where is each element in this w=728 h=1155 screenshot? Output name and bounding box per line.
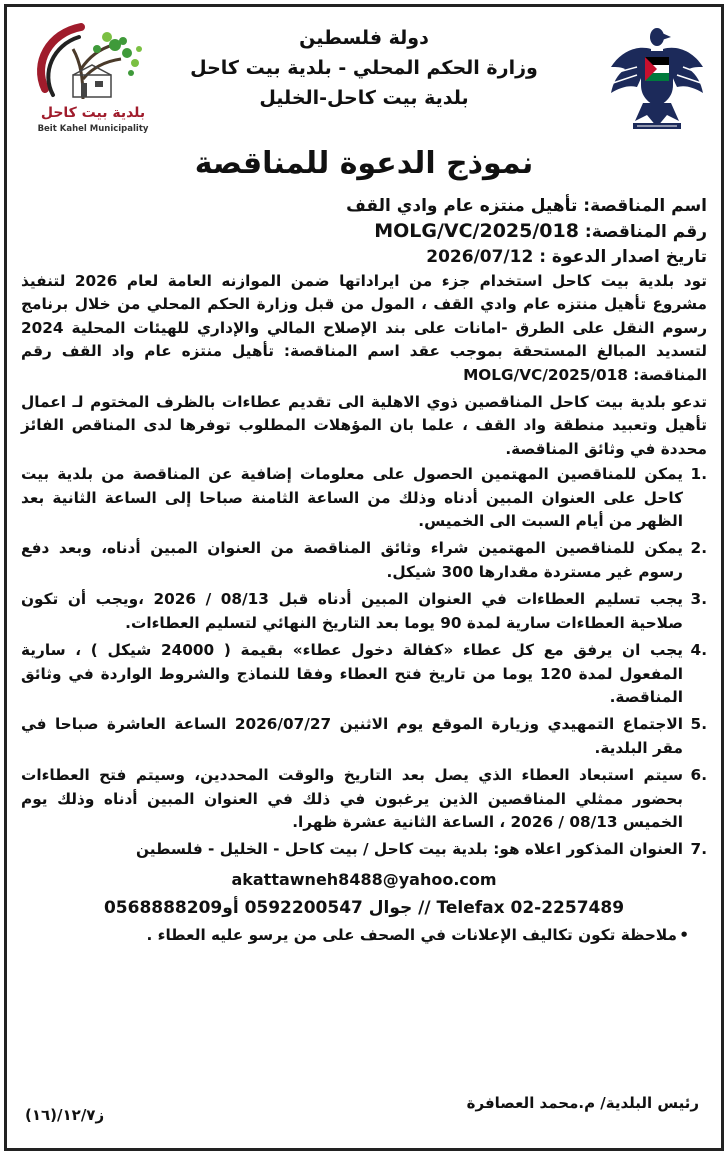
list-item-number: .6 xyxy=(690,766,707,785)
tender-announcement xyxy=(4,4,724,1151)
document-body xyxy=(7,184,721,947)
tender-number-value: MOLG/VC/2025/018 xyxy=(374,220,579,242)
contact-block xyxy=(21,866,707,922)
invitation-paragraph: تدعو بلدية بيت كاحل المناقصين ذوي الاهلية الى تقديم عطاءات بالظرف المختوم لـ اعمال تأهيل وتعبيد منطقة واد القف ، علما بان المؤهلات المطلوب توفرها لدى المناقص الفائز محددة في وثائق المناقصة. xyxy=(21,393,707,458)
list-item-text: يجب ان يرفق مع كل عطاء «كفالة دخول عطاء» بقيمة ( 24000 شيكل ) ، سارية المفعول لمدة 120 يوما من تاريخ فتح العطاء وفقا للنماذج والشروط الواردة في وثائق المناقصة. xyxy=(21,641,683,706)
footer xyxy=(21,1094,707,1134)
list-item-number: .5 xyxy=(690,715,707,734)
contact-email[interactable]: akattawneh8488@yahoo.com xyxy=(231,869,497,889)
list-item-number: .4 xyxy=(690,641,707,660)
list-item xyxy=(21,639,707,709)
list-item-number: .7 xyxy=(690,840,707,859)
list-item-number: .2 xyxy=(690,539,707,558)
tender-number-label: رقم المناقصة: xyxy=(584,222,707,242)
list-item-number: .3 xyxy=(690,590,707,609)
header-line-municipality: بلدية بيت كاحل-الخليل xyxy=(259,87,469,109)
list-item-text: يمكن للمناقصين المهتمين الحصول على معلومات إضافية عن المناقصة من بلدية بيت كاحل على العنوان المبين أدناه وذلك من الساعة الثامنة صباحا إلى الساعة الثانية بعد الظهر من أيام السبت الى الخميس. xyxy=(21,465,683,531)
list-item-text: يجب تسليم العطاءات في العنوان المبين أدناه قبل 08/13 / 2026 ،ويجب أن تكون صلاحية العطاءات سارية لمدة 90 يوما بعد التاريخ النهائي لتسليم العطاءات. xyxy=(21,590,683,632)
beit-kahel-municipality-logo-icon xyxy=(23,19,153,137)
header xyxy=(7,7,721,142)
list-item xyxy=(21,588,707,635)
list-item xyxy=(21,713,707,760)
document-title: نموذج الدعوة للمناقصة xyxy=(194,146,534,181)
list-item-text: الاجتماع التمهيدي وزيارة الموقع يوم الاثنين 2026/07/27 الساعة العاشرة صباحا في مقر البلدية. xyxy=(21,715,683,757)
note-text: ملاحظة تكون تكاليف الإعلانات في الصحف على من يرسو عليه العطاء . xyxy=(146,925,677,944)
tender-date-value: 2026/07/12 xyxy=(426,247,534,267)
list-item xyxy=(21,463,707,533)
contact-phones: Telefax 02-2257489 // جوال 0592200547 أو0568888209 xyxy=(103,897,625,918)
publication-reference: ز١٢/٧/(١٦) xyxy=(25,1106,105,1124)
funding-paragraph: تود بلدية بيت كاحل استخدام جزء من ايراداتها ضمن الموازنه العامة لعام 2026 لتنفيذ مشروع تأهيل منتزه عام وادي القف ، المول من قبل وزارة الحكم المحلي من خلال برنامج رسوم النقل على الطرق -امانات على بند الإصلاح المالي والإداري للهيئات المحلية 2024 لتسديد المبالغ المستحقة بموجب عقد اسم المناقصة: تأهيل منتزه عام واد القف رقم المناقصة: MOLG/VC/2025/018 xyxy=(21,272,707,384)
mayor-signature: رئيس البلدية/ م.محمد العصافرة xyxy=(466,1094,699,1112)
logo-english-name: Beit Kahel Municipality xyxy=(37,124,149,134)
tender-name-line xyxy=(21,194,707,219)
list-item-number: .1 xyxy=(690,465,707,484)
tender-date-line xyxy=(21,245,707,270)
note-bullet: • xyxy=(679,925,689,944)
tender-number-line xyxy=(21,219,707,245)
logo-arabic-name: بلدية بيت كاحل xyxy=(40,105,146,121)
list-item xyxy=(21,764,707,834)
advertising-note xyxy=(21,924,707,947)
tender-date-label: تاريخ اصدار الدعوة : xyxy=(539,247,707,267)
tender-name-label: اسم المناقصة: xyxy=(583,196,707,216)
list-item-text: العنوان المذكور اعلاه هو: بلدية بيت كاحل / بيت كاحل - الخليل - فلسطين xyxy=(135,840,683,859)
header-line-ministry: وزارة الحكم المحلي - بلدية بيت كاحل xyxy=(190,57,538,79)
list-item xyxy=(21,537,707,584)
list-item xyxy=(21,838,707,861)
header-line-state: دولة فلسطين xyxy=(299,27,429,49)
list-item-text: يمكن للمناقصين المهتمين شراء وثائق المناقصة من العنوان المبين أدناه، وبعد دفع رسوم غير مستردة مقدارها 300 شيكل. xyxy=(21,539,683,581)
tender-name-value: تأهيل منتزه عام وادي القف xyxy=(346,196,578,216)
conditions-list xyxy=(21,463,707,862)
list-item-text: سيتم استبعاد العطاء الذي يصل بعد التاريخ والوقت المحددين، وسيتم فتح العطاءات بحضور ممثلي المناقصين الذين يرغبون في ذلك في العنوان المبين أدناه وذلك يوم الخميس 08/13 / 2026 ، الساعة الثانية عشرة ظهرا. xyxy=(21,766,683,831)
